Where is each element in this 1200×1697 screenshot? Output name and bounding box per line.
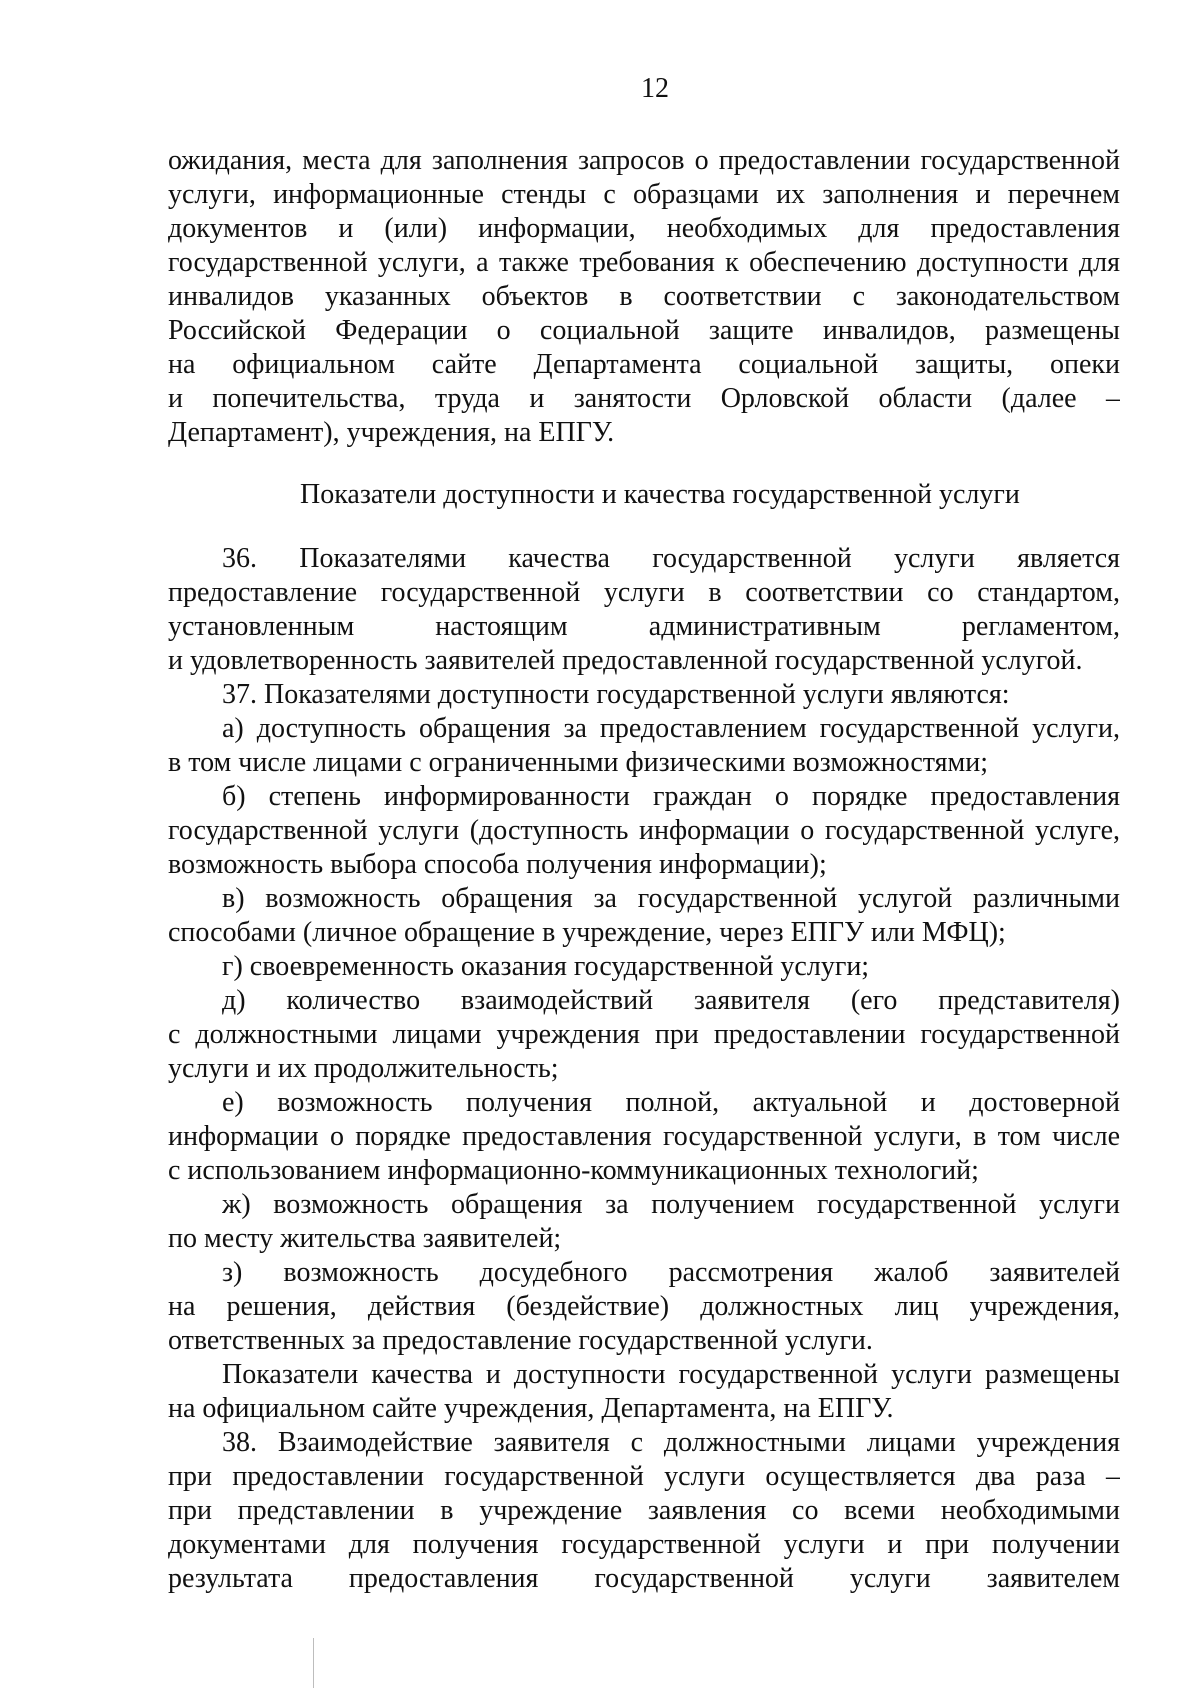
text-line: на официальном сайте учреждения, Департамента, на ЕПГУ. [168,1393,894,1424]
section-heading: Показатели доступности и качества государственной услуги [300,479,1020,510]
list-item-line: г) своевременность оказания государственной услуги; [222,951,870,982]
list-item-line: ответственных за предоставление государственной услуги. [168,1325,873,1356]
text-line: Российской Федерации о социальной защите инвалидов, размещены [168,315,1120,346]
scan-mark [313,1638,314,1688]
list-item-line: е) возможность получения полной, актуальной и достоверной [222,1087,1120,1118]
list-item-line: способами (личное обращение в учреждение, через ЕПГУ или МФЦ); [168,917,1006,948]
page-number: 12 [641,73,669,104]
list-item-line: государственной услуги (доступность информации о государственной услуге, [168,815,1120,846]
text-line: услуги, информационные стенды с образцами их заполнения и перечнем [168,179,1120,210]
list-item-line: информации о порядке предоставления государственной услуги, в том числе [168,1121,1120,1152]
text-line: государственной услуги, а также требования к обеспечению доступности для [168,247,1120,278]
text-line: установленным настоящим административным регламентом, [168,611,1120,642]
list-item-line: на решения, действия (бездействие) должностных лиц учреждения, [168,1291,1120,1322]
text-line: Департамент), учреждения, на ЕПГУ. [168,417,615,448]
text-line: ожидания, места для заполнения запросов о предоставлении государственной [168,145,1120,176]
text-line: документами для получения государственной услуги и при получении [168,1529,1120,1560]
text-line: и удовлетворенность заявителей предоставленной государственной услугой. [168,645,1083,676]
text-line: на официальном сайте Департамента социальной защиты, опеки [168,349,1120,380]
text-line: инвалидов указанных объектов в соответствии с законодательством [168,281,1120,312]
text-line: предоставление государственной услуги в соответствии со стандартом, [168,577,1120,608]
text-line: 37. Показателями доступности государственной услуги являются: [222,679,1010,710]
list-item-line: ж) возможность обращения за получением государственной услуги [222,1189,1120,1220]
text-line: результата предоставления государственной услуги заявителем [168,1563,1120,1594]
list-item-line: по месту жительства заявителей; [168,1223,562,1254]
list-item-line: б) степень информированности граждан о порядке предоставления [222,781,1120,812]
text-line: при представлении в учреждение заявления со всеми необходимыми [168,1495,1120,1526]
text-line: при предоставлении государственной услуги осуществляется два раза – [168,1461,1120,1492]
list-item-line: а) доступность обращения за предоставлением государственной услуги, [222,713,1120,744]
list-item-line: з) возможность досудебного рассмотрения жалоб заявителей [222,1257,1120,1288]
list-item-line: с должностными лицами учреждения при предоставлении государственной [168,1019,1120,1050]
text-line: 38. Взаимодействие заявителя с должностными лицами учреждения [222,1427,1120,1458]
text-line: документов и (или) информации, необходимых для предоставления [168,213,1120,244]
list-item-line: с использованием информационно-коммуникационных технологий; [168,1155,979,1186]
list-item-line: д) количество взаимодействий заявителя (его представителя) [222,985,1120,1016]
list-item-line: в) возможность обращения за государственной услугой различными [222,883,1120,914]
list-item-line: в том числе лицами с ограниченными физическими возможностями; [168,747,989,778]
text-line: Показатели качества и доступности государственной услуги размещены [222,1359,1120,1390]
text-line: 36. Показателями качества государственной услуги является [222,543,1120,574]
text-line: и попечительства, труда и занятости Орловской области (далее – [168,383,1120,414]
list-item-line: услуги и их продолжительность; [168,1053,559,1084]
list-item-line: возможность выбора способа получения информации); [168,849,827,880]
